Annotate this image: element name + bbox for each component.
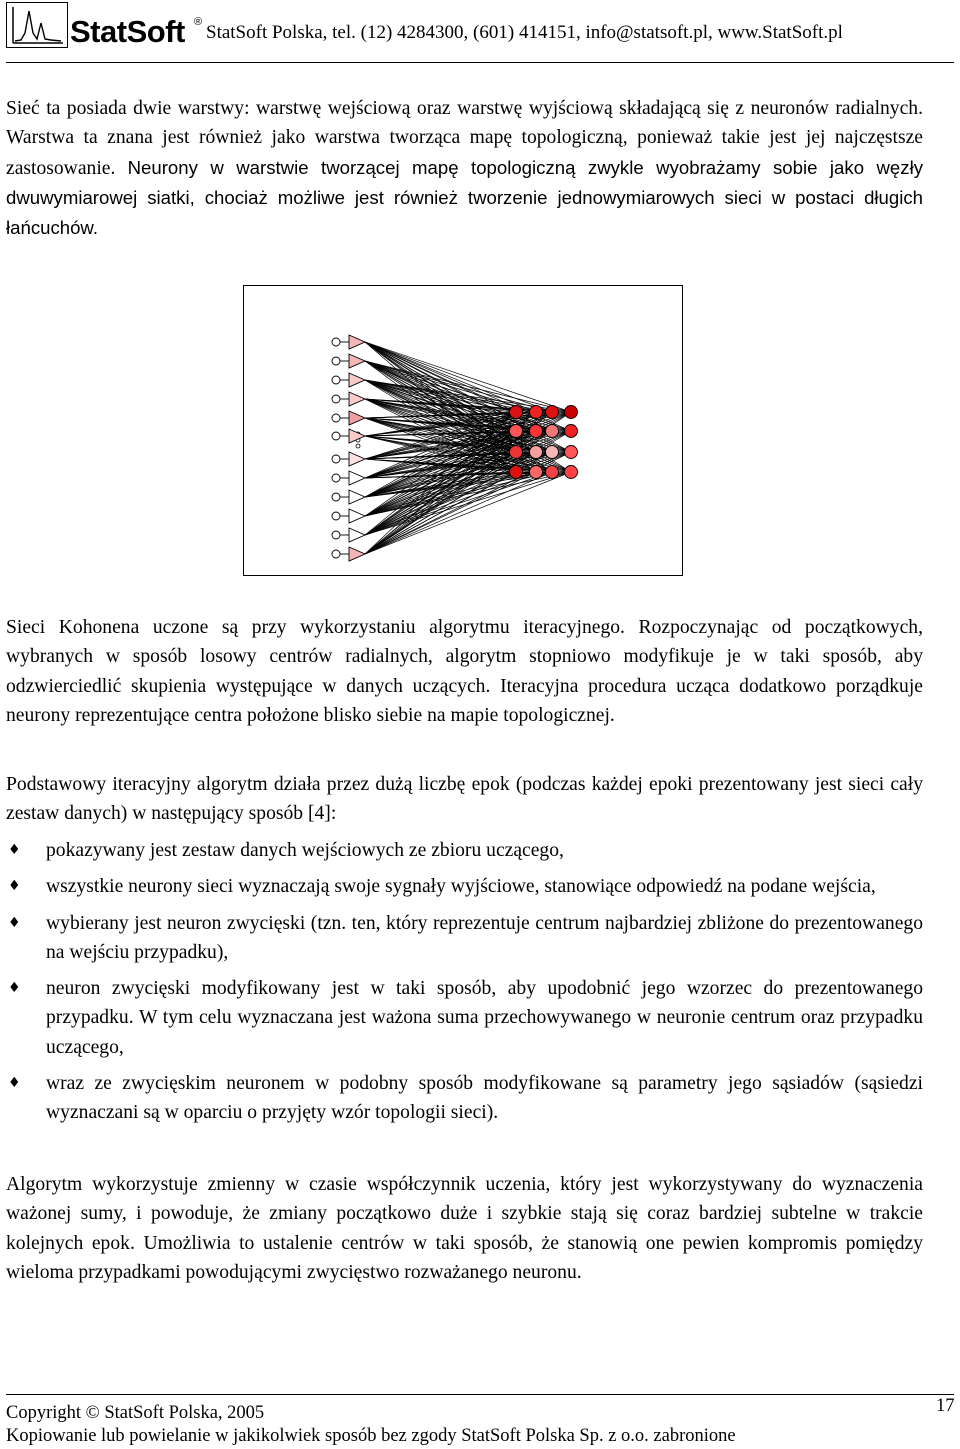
final-paragraph: Algorytm wykorzystuje zmienny w czasie współczynnik uczenia, który jest wykorzystywany do wyznaczenia ważonej sumy, i powoduje, że zmiany początkowo duże i szybkie stają się coraz bardziej subtelne w trakcie kolejnych epok. Umożliwia to ustalenie centrów w taki sposób, że stanowią one pewien kompromis pomiędzy wieloma przypadkami powodującymi zwycięstwo rozważanego neuronu. [6, 1174, 923, 1283]
input-neuron-triangle-icon [349, 354, 365, 368]
statsoft-logo-icon [6, 2, 68, 48]
diamond-bullet-icon: ♦ [8, 1075, 21, 1092]
logo-wordmark: StatSoft [70, 14, 185, 49]
algorithm-steps-list [6, 836, 923, 1128]
algorithm-paragraph: Podstawowy iteracyjny algorytm działa przez dużą liczbę epok (podczas każdej epoki prezentowany jest sieci cały zestaw danych) w następujący sposób [4]: [6, 774, 923, 825]
input-node-circle [332, 357, 340, 365]
diamond-bullet-icon: ♦ [8, 914, 21, 931]
input-neuron-triangle-icon [349, 411, 365, 425]
list-item: ♦ pokazywany jest zestaw danych wejściowych ze zbioru uczącego, [6, 836, 923, 865]
intro-paragraph [6, 94, 923, 243]
input-node-circle [332, 531, 340, 539]
input-node-circle [332, 376, 340, 384]
input-neuron-triangle-icon [349, 528, 365, 542]
list-item: ♦ neuron zwycięski modyfikowany jest w taki sposób, aby upodobnić jego wzorzec do prezentowanego przypadku. W tym celu wyznaczana jest ważona suma przechowywanego w neuronie centrum oraz przypadku uczącego, [6, 974, 923, 1062]
output-neuron-icon [546, 406, 559, 419]
list-item: ♦ wszystkie neurony sieci wyznaczają swoje sygnały wyjściowe, stanowiące odpowiedź na podane wejścia, [6, 872, 923, 901]
output-neuron-icon [530, 406, 543, 419]
input-node-circle [332, 455, 340, 463]
input-neuron-triangle-icon [349, 452, 365, 466]
page-header [6, 2, 954, 64]
input-neuron-triangle-icon [349, 373, 365, 387]
output-neuron-icon [510, 406, 523, 419]
header-contact-info: StatSoft Polska, tel. (12) 4284300, (601) 414151, info@statsoft.pl, www.StatSoft.pl [206, 22, 843, 43]
input-node-circle [332, 493, 340, 501]
footer-notice: Kopiowanie lub powielanie w jakikolwiek sposób bez zgody StatSoft Polska Sp. z o.o. zabronione [6, 1426, 736, 1446]
footer-divider [6, 1394, 954, 1395]
input-neuron-triangle-icon [349, 471, 365, 485]
input-neuron-triangle-icon [349, 547, 365, 561]
kohonen-network-figure [243, 285, 683, 576]
header-divider [6, 62, 954, 63]
output-neuron-icon [565, 425, 578, 438]
input-neuron-triangle-icon [349, 392, 365, 406]
output-neuron-icon [565, 406, 578, 419]
kohonen-paragraph: Sieci Kohonena uczone są przy wykorzystaniu algorytmu iteracyjnego. Rozpoczynając od początkowych, wybranych w sposób losowy centrów radialnych, algorytm stopniowo modyfikuje je w taki sposób, aby odzwierciedlić skupienia występujące w danych uczących. Iteracyjna procedura ucząca dodatkowo porządkuje neurony reprezentujące centra położone blisko siebie na mapie topologicznej. [6, 617, 923, 726]
input-node-circle [332, 474, 340, 482]
registered-mark: ® [194, 16, 203, 28]
list-item: ♦ wraz ze zwycięskim neuronem w podobny sposób modyfikowane są parametry jego sąsiadów (sąsiedzi wyznaczani są w oparciu o przyjęty wzór topologii sieci). [6, 1069, 923, 1128]
input-node-circle [332, 414, 340, 422]
output-neuron-icon [565, 446, 578, 459]
ellipsis-dot-icon [356, 444, 360, 448]
output-neuron-icon [565, 466, 578, 479]
output-neuron-icon [546, 466, 559, 479]
output-neuron-icon [546, 446, 559, 459]
output-neuron-icon [530, 425, 543, 438]
input-neuron-triangle-icon [349, 490, 365, 504]
intro-text-sans: Neurony w warstwie tworzącej mapę topologiczną zwykle wyobrażamy sobie jako węzły dwuwymiarowej siatki, chociaż możliwe jest również tworzenie jednowymiarowych sieci w postaci długich łańcuchów. [6, 156, 923, 239]
input-node-circle [332, 512, 340, 520]
output-neuron-icon [510, 466, 523, 479]
footer-copyright: Copyright © StatSoft Polska, 2005 [6, 1403, 265, 1423]
output-neuron-icon [510, 425, 523, 438]
kohonen-network-diagram-icon [244, 286, 682, 575]
output-neuron-icon [530, 446, 543, 459]
output-neuron-icon [530, 466, 543, 479]
input-neuron-triangle-icon [349, 335, 365, 349]
diamond-bullet-icon: ♦ [8, 878, 21, 895]
output-neuron-icon [546, 425, 559, 438]
output-neuron-icon [510, 446, 523, 459]
input-node-circle [332, 338, 340, 346]
input-node-circle [332, 432, 340, 440]
input-neuron-triangle-icon [349, 509, 365, 523]
page-number: 17 [936, 1396, 955, 1416]
list-item: ♦ wybierany jest neuron zwycięski (tzn. ten, który reprezentuje centrum najbardziej zbliżone do prezentowanego na wejściu przypadku), [6, 909, 923, 968]
input-node-circle [332, 395, 340, 403]
input-node-circle [332, 550, 340, 558]
diamond-bullet-icon: ♦ [8, 980, 21, 997]
diamond-bullet-icon: ♦ [8, 842, 21, 858]
intro-text-serif: Sieć ta posiada dwie warstwy: warstwę wejściową oraz warstwę wyjściową składającą się z neuronów radialnych. Warstwa ta znana jest również jako warstwa tworząca mapę topologiczną, ponieważ takie jest jej najczęstsze zastosowanie. [6, 98, 923, 179]
